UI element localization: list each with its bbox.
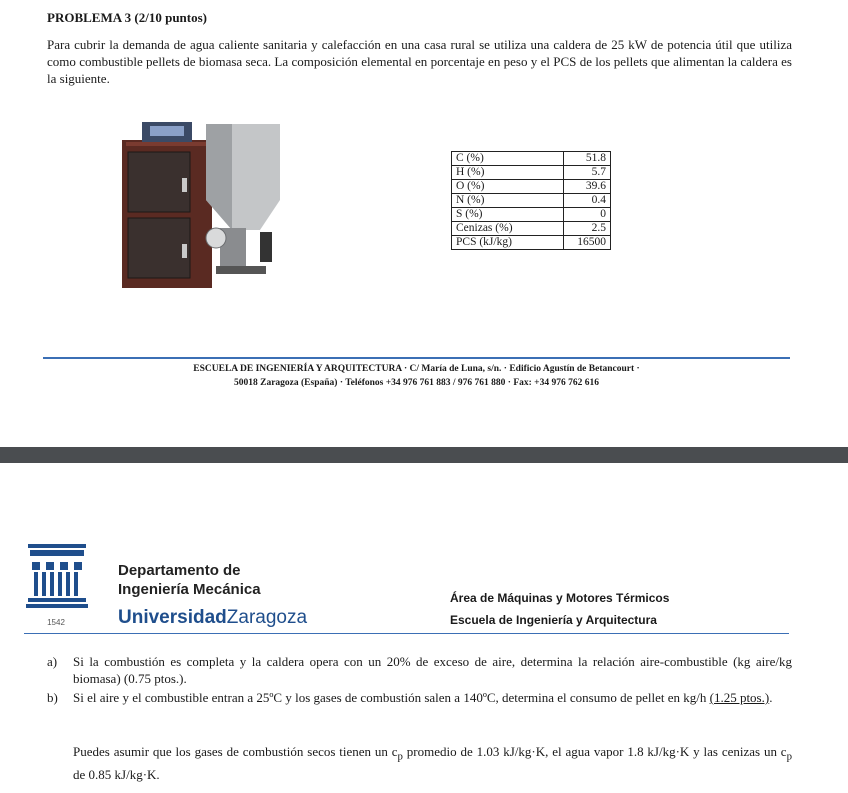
question-list [47,653,792,708]
note-part-2: promedio de 1.03 kJ/kg·K, el agua vapor 1.8 kJ/kg·K y las cenizas un c [402,744,787,759]
problem-title: PROBLEMA 3 (2/10 puntos) [47,10,207,25]
composition-row [452,166,611,180]
composition-label: N (%) [452,194,564,208]
header-rule [24,633,789,634]
question-b-body: Si el aire y el combustible entran a 25ºC y los gases de combustión salen a 140ºC, determina el consumo de pellet en kg/h [73,690,707,705]
note-sub-1: p [397,750,403,763]
question-a-label: a) [47,654,58,669]
composition-row [452,180,611,194]
composition-label: H (%) [452,166,564,180]
question-b [47,689,792,706]
composition-row [452,222,611,236]
department-name [118,561,261,599]
composition-row [452,152,611,166]
composition-value: 5.7 [564,166,611,180]
area-line-2: Escuela de Ingeniería y Arquitectura [450,613,657,627]
composition-value: 39.6 [564,180,611,194]
composition-value: 0.4 [564,194,611,208]
note-part-3: de 0.85 kJ/kg·K. [73,766,160,782]
composition-label: PCS (kJ/kg) [452,236,564,250]
composition-label: O (%) [452,180,564,194]
question-a-text: Si la combustión es completa y la caldera opera con un 20% de exceso de aire, determina la relación aire-combustible (kg aire/kg biomasa) (0.75 ptos.). [73,654,792,686]
university-part-1: Universidad [118,607,227,628]
problem-intro: Para cubrir la demanda de agua caliente sanitaria y calefacción en una casa rural se utiliza una caldera de 25 kW de potencia útil que utiliza como combustible pellets de biomasa seca. La composición elemental en porcentaje en peso y el PCS de los pellets que alimentan la caldera es la siguiente. [47,37,792,86]
composition-value: 0 [564,208,611,222]
composition-table [451,151,611,250]
composition-row [452,236,611,250]
question-b-text: Si el aire y el combustible entran a 25ºC y los gases de combustión salen a 140ºC, determina el consumo de pellet en kg/h (1.25 ptos.). [73,690,773,705]
composition-value: 16500 [564,236,611,250]
question-a [47,653,792,687]
note-sub-2: p [786,750,792,763]
school-footer [43,362,790,390]
question-b-label: b) [47,690,58,705]
page-divider [0,447,848,463]
composition-label: C (%) [452,152,564,166]
footer-line-2: 50018 Zaragoza (España) · Teléfonos +34 976 761 883 / 976 761 880 · Fax: +34 976 762 616 [234,378,599,388]
department-line-1: Departamento de [118,562,241,579]
note-part-1: Puedes asumir que los gases de combustión secos tienen un c [73,744,398,759]
area-line-1: Área de Máquinas y Motores Térmicos [450,591,670,605]
composition-value: 2.5 [564,222,611,236]
composition-label: Cenizas (%) [452,222,564,236]
area-heading [450,587,669,631]
composition-row [452,208,611,222]
question-b-points: (1.25 ptos.) [709,690,770,705]
footer-line-1: ESCUELA DE INGENIERÍA Y ARQUITECTURA · C/ María de Luna, s/n. · Edificio Agustín de Betancourt · [193,364,640,374]
university-part-2: Zaragoza [226,607,308,628]
composition-label: S (%) [452,208,564,222]
department-line-2: Ingeniería Mecánica [118,581,261,598]
composition-value: 51.8 [564,152,611,166]
composition-row [452,194,611,208]
footer-rule [43,357,790,359]
logo-year: 1542 [47,618,65,627]
boiler-image [120,120,290,290]
university-name [118,607,307,629]
assumption-note [73,743,792,783]
